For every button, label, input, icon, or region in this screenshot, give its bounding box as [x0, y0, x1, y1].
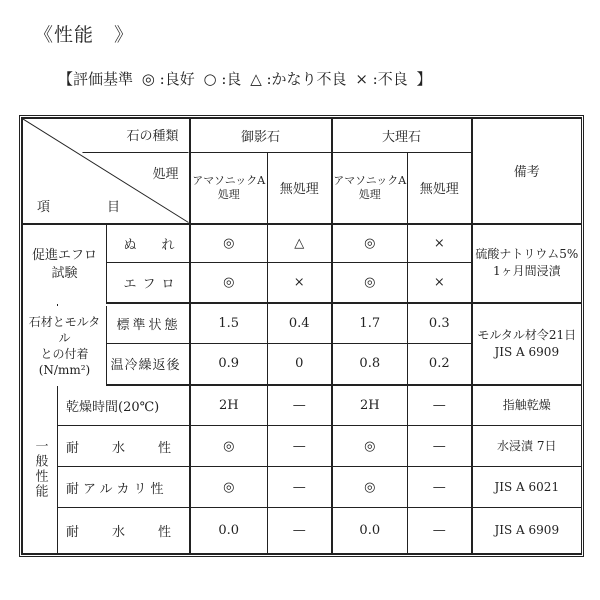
cell-m-treated: ◎ — [332, 224, 408, 263]
cell-m-untreated: 0.3 — [408, 303, 472, 344]
cell-m-untreated: — — [408, 426, 472, 467]
cell-m-treated: 2H — [332, 385, 408, 426]
legend-item-good: ○ :良 — [203, 70, 242, 88]
cell-g-treated: 2H — [190, 385, 268, 426]
cell-m-untreated: — — [408, 385, 472, 426]
cell-m-treated: 0.0 — [332, 508, 408, 554]
granite-treated-header: アマソニックA 処理 — [190, 153, 268, 224]
cell-m-untreated: — — [408, 467, 472, 508]
cell-g-treated: 0.9 — [190, 344, 268, 385]
cell-g-untreated: — — [268, 426, 332, 467]
row-label-thermal: 温冷繰返後 — [58, 344, 190, 385]
remark-alkali: JIS A 6021 — [472, 467, 582, 508]
cell-g-untreated: △ — [268, 224, 332, 263]
legend-close: 】 — [416, 70, 432, 88]
marble-header: 大理石 — [332, 119, 472, 153]
row-label-water-resistance-2: 耐 水 性 — [58, 508, 190, 554]
table-row — [23, 385, 582, 426]
legend-item-fair: △ :かなり不良 — [250, 70, 347, 88]
treatment-label: 処理 — [152, 167, 179, 182]
evaluation-legend — [58, 68, 436, 89]
row-label-standard: 標準状態 — [58, 303, 190, 344]
cell-g-treated: 0.0 — [190, 508, 268, 554]
efflo-group-label: 促進エフロ試験 — [23, 225, 107, 304]
cell-m-treated: 1.7 — [332, 303, 408, 344]
remark-drying: 指触乾燥 — [472, 385, 582, 426]
granite-header: 御影石 — [190, 119, 332, 153]
remark-adhesion: モルタル材令21日 JIS A 6909 — [472, 303, 582, 385]
general-group-label: 一般性能 — [23, 385, 58, 554]
marble-treated-header: アマソニックA 処理 — [332, 153, 408, 224]
cell-g-untreated: 0.4 — [268, 303, 332, 344]
cell-g-treated: ◎ — [190, 467, 268, 508]
stone-type-label: 石の種類 — [126, 129, 179, 144]
row-label-wetting: ぬ れ — [58, 224, 190, 263]
legend-heading: 【評価基準 — [58, 70, 134, 88]
marble-untreated-header: 無処理 — [408, 153, 472, 224]
table-row — [23, 467, 582, 508]
row-label-efflo: エフロ — [58, 263, 190, 303]
granite-untreated-header: 無処理 — [268, 153, 332, 224]
diagonal-header-cell — [23, 119, 190, 224]
cell-g-treated: ◎ — [190, 224, 268, 263]
table-row — [23, 508, 582, 554]
legend-item-excellent: ◎ :良好 — [141, 70, 195, 88]
item-label: 項 目 — [37, 199, 143, 215]
remarks-header: 備考 — [472, 119, 582, 224]
cell-m-untreated: × — [408, 224, 472, 263]
header-row-1 — [23, 119, 582, 153]
cell-g-untreated: — — [268, 508, 332, 554]
row-label-drying: 乾燥時間(20℃) — [58, 385, 190, 426]
cell-g-untreated: × — [268, 263, 332, 303]
legend-item-poor: × :不良 — [355, 70, 408, 88]
row-label-alkali: 耐アルカリ性 — [58, 467, 190, 508]
row-label-water-resistance: 耐 水 性 — [58, 426, 190, 467]
remark-water-2: JIS A 6909 — [472, 508, 582, 554]
cell-g-untreated: — — [268, 467, 332, 508]
cell-g-untreated: 0 — [268, 344, 332, 385]
cell-g-treated: ◎ — [190, 426, 268, 467]
cell-m-treated: ◎ — [332, 467, 408, 508]
adhesion-group-label: 石材とモルタル との付着 (N/mm²) — [23, 306, 107, 386]
cell-g-treated: 1.5 — [190, 303, 268, 344]
cell-m-untreated: × — [408, 263, 472, 303]
cell-m-treated: 0.8 — [332, 344, 408, 385]
remark-water: 水浸漬 7日 — [472, 426, 582, 467]
cell-g-treated: ◎ — [190, 263, 268, 303]
table-row — [23, 426, 582, 467]
cell-m-untreated: 0.2 — [408, 344, 472, 385]
remark-efflo: 硫酸ナトリウム5% 1ヶ月間浸漬 — [472, 224, 582, 303]
cell-m-treated: ◎ — [332, 426, 408, 467]
cell-m-treated: ◎ — [332, 263, 408, 303]
cell-m-untreated: — — [408, 508, 472, 554]
cell-g-untreated: — — [268, 385, 332, 426]
page-title: 《性能 》 — [34, 24, 135, 46]
